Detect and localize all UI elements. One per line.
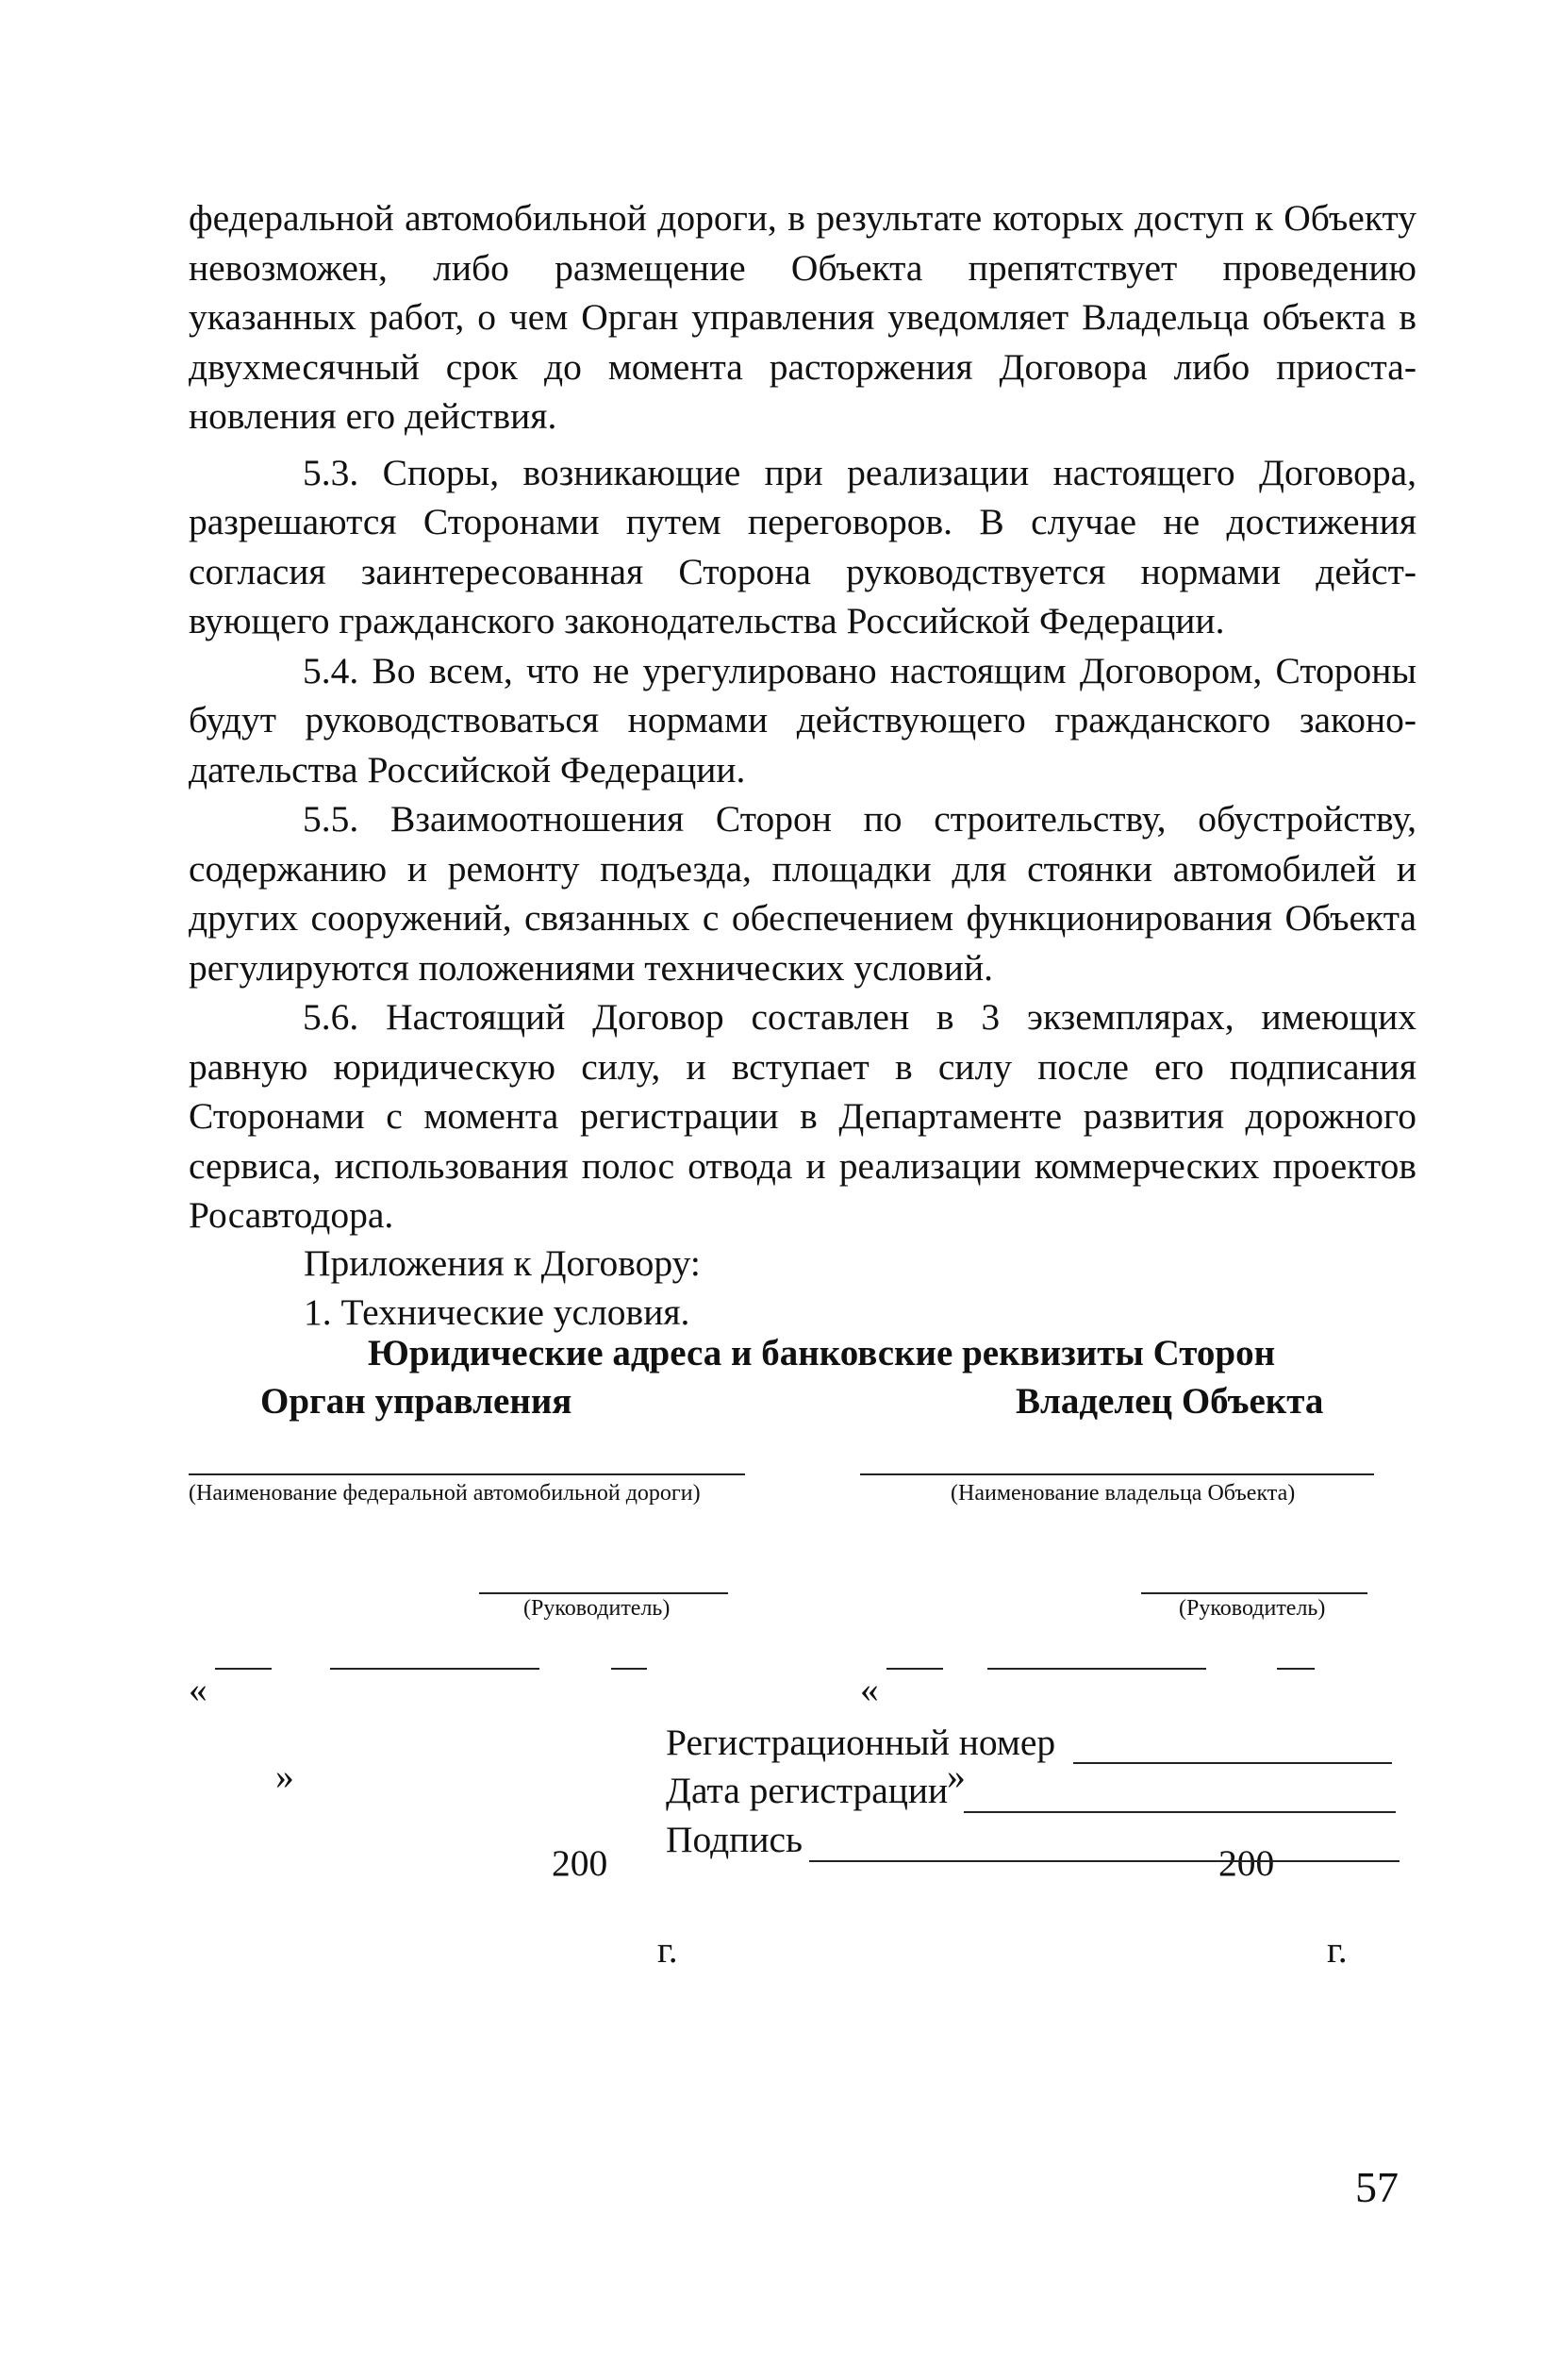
left-signer-caption: (Руководитель) — [523, 1596, 671, 1621]
open-quote: « — [860, 1669, 879, 1710]
text-line: согласия заинтересованная Сторона руководствуется нормами дейст- — [189, 550, 1416, 592]
text-line: 5.6. Настоящий Договор составлен в 3 экземплярах, имеющих — [303, 996, 1416, 1038]
text-line: сервиса, использования полос отвода и реализации коммерческих проектов — [189, 1144, 1416, 1187]
text-line: 5.4. Во всем, что не урегулировано настоящим Договором, Стороны — [303, 649, 1416, 691]
right-signer-caption: (Руководитель) — [1179, 1596, 1326, 1621]
registration-number-line — [1073, 1762, 1392, 1764]
text-line: будут руководствоваться нормами действующего гражданского законо- — [189, 699, 1416, 741]
right-signer-line — [1141, 1592, 1367, 1594]
right-name-line — [860, 1473, 1374, 1475]
text-line: федеральной автомобильной дороги, в результате которых доступ к Объекту — [189, 197, 1416, 239]
registration-number-label: Регистрационный номер — [666, 1722, 1056, 1763]
clause-5-5 — [189, 794, 1416, 992]
year-suffix: г. — [657, 1929, 678, 1971]
text-line: 5.5. Взаимоотношения Сторон по строительству, обустройству, — [303, 798, 1416, 840]
day-blank-line — [215, 1668, 272, 1670]
contract-body — [189, 193, 1416, 1240]
text-line: вующего гражданского законодательства Российской Федерации. — [189, 600, 1225, 641]
day-blank-line — [886, 1668, 943, 1670]
left-party-title: Орган управления — [260, 1381, 572, 1422]
left-name-caption: (Наименование федеральной автомобильной дороги) — [189, 1481, 701, 1506]
open-quote: « — [189, 1669, 207, 1710]
appendix-list — [304, 1239, 701, 1337]
text-line: 5.3. Споры, возникающие при реализации настоящего Договора, — [303, 451, 1416, 493]
text-line: Росавтодора. — [189, 1194, 394, 1236]
month-blank-line — [987, 1668, 1206, 1670]
month-blank-line — [330, 1668, 539, 1670]
clause-5-3 — [189, 448, 1416, 646]
year-label: 200 — [1218, 1842, 1275, 1884]
year-suffix: г. — [1327, 1929, 1348, 1971]
appendix-title: Приложения к Договору: — [304, 1242, 701, 1284]
text-line: невозможен, либо размещение Объекта препятствует проведению — [189, 246, 1416, 289]
right-name-caption: (Наименование владельца Объекта) — [951, 1481, 1296, 1506]
left-name-line — [189, 1473, 745, 1475]
year-label: 200 — [552, 1842, 608, 1884]
clause-5-6 — [189, 992, 1416, 1240]
signature-line — [809, 1860, 1400, 1862]
requisites-heading: Юридические адреса и банковские реквизиты Сторон — [367, 1333, 1276, 1373]
clause-5-4 — [189, 646, 1416, 795]
year-blank-line — [1277, 1668, 1315, 1670]
text-line: дательства Российской Федерации. — [189, 748, 746, 791]
text-line: новления его действия. — [189, 395, 557, 437]
right-party-title: Владелец Объекта — [1016, 1381, 1324, 1422]
left-signer-line — [479, 1592, 728, 1594]
text-line: других сооружений, связанных с обеспечением функционирования Объекта — [189, 897, 1416, 939]
right-date-row — [860, 1624, 1374, 2015]
text-line: равную юридическую силу, и вступает в силу после его подписания — [189, 1045, 1416, 1088]
paragraph-continuation — [189, 193, 1416, 441]
text-line: указанных работ, о чем Орган управления уведомляет Владельца объекта в — [189, 296, 1416, 338]
text-line: регулируются положениями технических условий. — [189, 946, 993, 989]
text-line: двухмесячный срок до момента расторжения Договора либо приоста- — [189, 345, 1416, 388]
registration-date-label: Дата регистрации — [666, 1770, 949, 1811]
text-line: разрешаются Сторонами путем переговоров. В случае не достижения — [189, 501, 1416, 542]
close-quote: » — [275, 1756, 294, 1797]
appendix-item: 1. Технические условия. — [304, 1291, 690, 1333]
left-date-row — [189, 1624, 717, 2015]
text-line: Сторонами с момента регистрации в Департаменте развития дорожного — [189, 1095, 1416, 1137]
page-number: 57 — [1355, 2163, 1399, 2211]
registration-date-line — [964, 1811, 1396, 1813]
signature-label: Подпись — [666, 1819, 803, 1860]
year-blank-line — [611, 1668, 647, 1670]
text-line: содержанию и ремонту подъезда, площадки для стоянки автомобилей и — [189, 847, 1416, 890]
close-quote: » — [947, 1756, 966, 1797]
